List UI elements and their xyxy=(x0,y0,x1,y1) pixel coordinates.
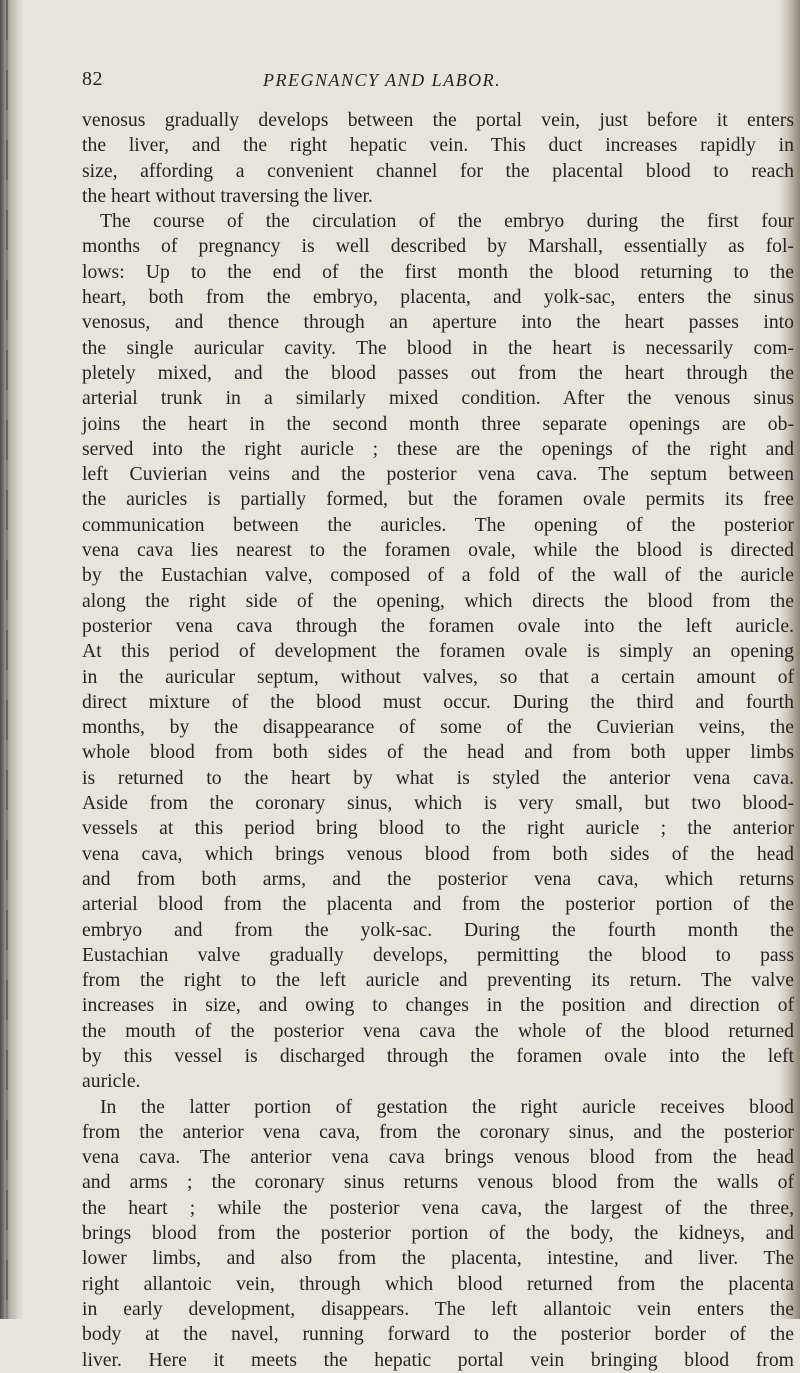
text-line: liver. Here it meets the hepatic portal vein bringing blood from xyxy=(82,1348,794,1371)
text-line: embryo and from the yolk-sac. During the fourth month the xyxy=(82,918,794,941)
text-line: vena cava, which brings venous blood from both sides of the head xyxy=(82,842,794,865)
text-line: from the anterior vena cava, from the coronary sinus, and the posterior xyxy=(82,1120,794,1143)
text-line: in early development, disappears. The left allantoic vein enters the xyxy=(82,1297,794,1320)
text-line: direct mixture of the blood must occur. During the third and fourth xyxy=(82,690,794,713)
text-line: the heart ; while the posterior vena cava, the largest of the three, xyxy=(82,1196,794,1219)
text-line: lower limbs, and also from the placenta, intestine, and liver. The xyxy=(82,1247,794,1270)
text-line: by the Eustachian valve, composed of a fold of the wall of the auricle xyxy=(82,564,794,587)
text-line: auricle. xyxy=(82,1070,141,1093)
text-line: by this vessel is discharged through the foramen ovale into the left xyxy=(82,1044,794,1067)
text-line: the mouth of the posterior vena cava the whole of the blood returned xyxy=(82,1019,794,1042)
text-line: posterior vena cava through the foramen ovale into the left auricle. xyxy=(82,614,794,637)
page-number: 82 xyxy=(82,68,103,90)
book-gutter xyxy=(0,0,24,1319)
text-line: vessels at this period bring blood to the right auricle ; the anterior xyxy=(82,817,794,840)
body-text xyxy=(82,108,794,1373)
text-line: Eustachian valve gradually develops, permitting the blood to pass xyxy=(82,943,794,966)
text-line: served into the right auricle ; these are the openings of the right and xyxy=(82,437,794,460)
text-line: size, affording a convenient channel for the placental blood to reach xyxy=(82,159,794,182)
text-line: venosus gradually develops between the portal vein, just before it enters xyxy=(82,109,794,131)
text-line: vena cava. The anterior vena cava brings venous blood from the head xyxy=(82,1146,794,1169)
text-line: arterial trunk in a similarly mixed condition. After the venous sinus xyxy=(82,387,794,410)
text-line: whole blood from both sides of the head and from both upper limbs xyxy=(82,741,794,764)
running-head: PREGNANCY AND LABOR. xyxy=(263,70,502,90)
text-line: arterial blood from the placenta and from the posterior portion of the xyxy=(82,893,794,916)
text-line: along the right side of the opening, which directs the blood from the xyxy=(82,589,794,612)
text-line: right allantoic vein, through which blood returned from the placenta xyxy=(82,1272,794,1295)
text-line: The course of the circulation of the embryo during the first four xyxy=(100,210,794,233)
text-line: body at the navel, running forward to the posterior border of the xyxy=(82,1323,794,1346)
text-line: and from both arms, and the posterior vena cava, which returns xyxy=(82,867,794,890)
text-line: the heart without traversing the liver. xyxy=(82,184,373,207)
text-line: in the auricular septum, without valves, so that a certain amount of xyxy=(82,665,794,688)
text-line: vena cava lies nearest to the foramen ovale, while the blood is directed xyxy=(82,539,794,562)
text-line: communication between the auricles. The opening of the posterior xyxy=(82,513,794,536)
text-line: At this period of development the foramen ovale is simply an opening xyxy=(82,640,794,663)
text-line: the single auricular cavity. The blood in the heart is necessarily com- xyxy=(82,336,794,359)
text-line: increases in size, and owing to changes in the position and direction of xyxy=(82,994,794,1017)
text-line: joins the heart in the second month three separate openings are ob- xyxy=(82,412,794,435)
text-line: Aside from the coronary sinus, which is very small, but two blood- xyxy=(82,792,794,815)
text-line: months of pregnancy is well described by Marshall, essentially as fol- xyxy=(82,235,794,258)
text-line: from the right to the left auricle and preventing its return. The valve xyxy=(82,969,794,992)
text-line: the auricles is partially formed, but the foramen ovale permits its free xyxy=(82,488,794,511)
text-line: lows: Up to the end of the first month the blood returning to the xyxy=(82,260,794,283)
text-line: pletely mixed, and the blood passes out from the heart through the xyxy=(82,361,794,384)
text-line: months, by the disappearance of some of the Cuvierian veins, the xyxy=(82,716,794,739)
text-line: In the latter portion of gestation the right auricle receives blood xyxy=(100,1095,794,1118)
text-line: the liver, and the right hepatic vein. This duct increases rapidly in xyxy=(82,134,794,157)
text-line: left Cuvierian veins and the posterior vena cava. The septum between xyxy=(82,463,794,486)
text-line: heart, both from the embryo, placenta, and yolk-sac, enters the sinus xyxy=(82,286,794,309)
text-line: venosus, and thence through an aperture into the heart passes into xyxy=(82,311,794,334)
text-line: and arms ; the coronary sinus returns venous blood from the walls of xyxy=(82,1171,794,1194)
text-line: is returned to the heart by what is styled the anterior vena cava. xyxy=(82,766,794,789)
text-line: brings blood from the posterior portion of the body, the kidneys, and xyxy=(82,1222,794,1245)
